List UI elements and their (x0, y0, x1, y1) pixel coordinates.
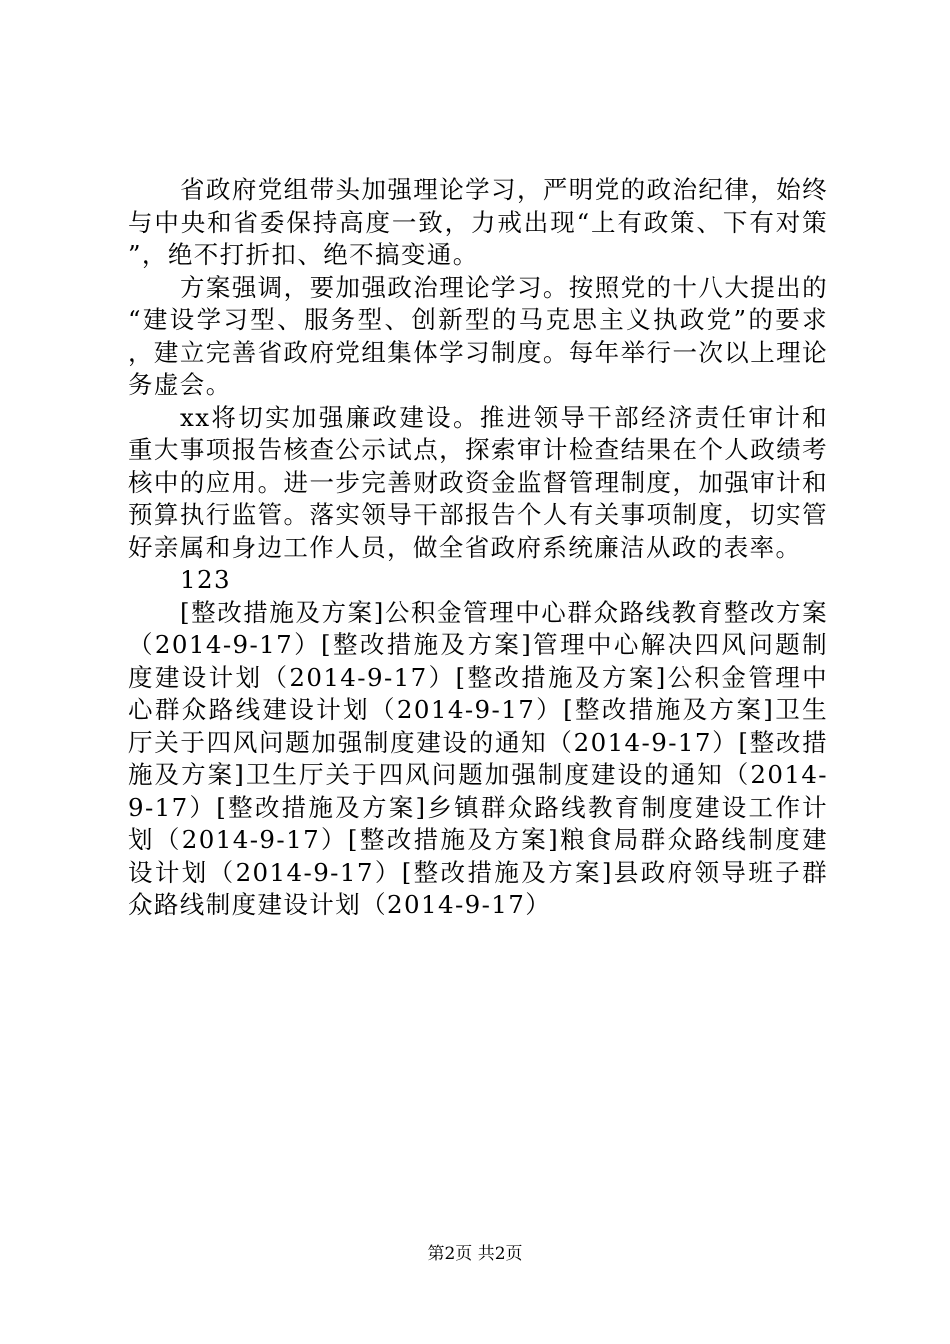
paragraph-3: xx将切实加强廉政建设。推进领导干部经济责任审计和重大事项报告核查公示试点，探索审计检查结果在个人政绩考核中的应用。进一步完善财政资金监督管理制度，加强审计和预算执行监管。落实领导干部报告个人有关事项制度，切实管好亲属和身边工作人员，做全省政府系统廉洁从政的表率。 (128, 402, 828, 562)
paragraph-2: 方案强调，要加强政治理论学习。按照党的十八大提出的“建设学习型、服务型、创新型的马克思主义执政党”的要求，建立完善省政府党组集体学习制度。每年举行一次以上理论务虚会。 (128, 272, 828, 399)
paragraph-4: 123 (180, 565, 231, 594)
paragraph-1: 省政府党组带头加强理论学习，严明党的政治纪律，始终与中央和省委保持高度一致，力戒出现“上有政策、下有对策”，绝不打折扣、绝不搞变通。 (128, 175, 828, 269)
document-body (128, 174, 828, 922)
paragraph-5-related-links: [整改措施及方案]公积金管理中心群众路线教育整改方案（2014-9-17）[整改措施及方案]管理中心解决四风问题制度建设计划（2014-9-17）[整改措施及方案]公积金管理中心群众路线建设计划（2014-9-17）[整改措施及方案]卫生厅关于四风问题加强制度建设的通知（2014-9-17）[整改措施及方案]卫生厅关于四风问题加强制度建设的通知（2014-9-17）[整改措施及方案]乡镇群众路线教育制度建设工作计划（2014-9-17）[整改措施及方案]粮食局群众路线制度建设计划（2014-9-17）[整改措施及方案]县政府领导班子群众路线制度建设计划（2014-9-17） (128, 597, 828, 919)
page-number-footer: 第2页 共2页 (427, 1244, 523, 1264)
